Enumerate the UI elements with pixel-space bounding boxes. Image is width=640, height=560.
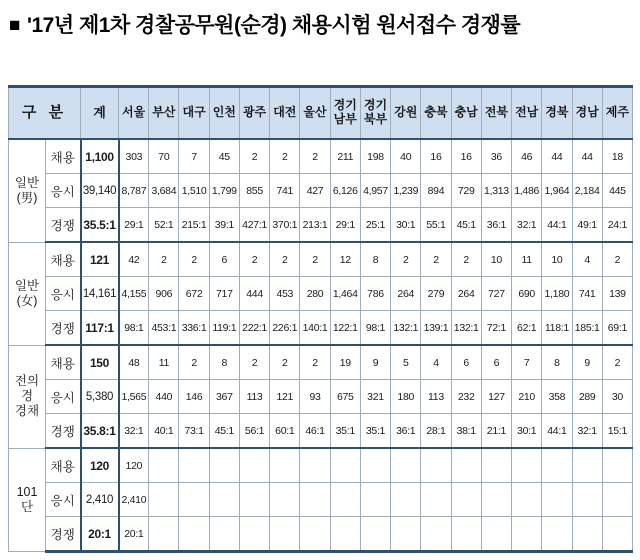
table-cell: 25:1	[360, 208, 390, 243]
table-cell: 139:1	[421, 311, 451, 346]
table-cell: 9	[572, 345, 602, 380]
table-cell	[300, 517, 330, 552]
table-cell: 36:1	[391, 414, 421, 449]
table-cell	[512, 448, 542, 483]
row-group-label: 전의경 경채	[9, 345, 46, 448]
table-cell: 906	[149, 277, 179, 311]
table-cell	[209, 517, 239, 552]
row-type-label: 경쟁	[46, 414, 81, 449]
column-header-region: 울산	[300, 87, 330, 140]
column-header-region: 대전	[270, 87, 300, 140]
table-cell: 1,565	[119, 380, 149, 414]
row-type-label: 채용	[46, 448, 81, 483]
table-cell: 16	[451, 139, 481, 174]
table-cell: 18	[602, 139, 632, 174]
total-cell: 121	[81, 242, 119, 277]
table-cell: 321	[360, 380, 390, 414]
row-type-label: 응시	[46, 380, 81, 414]
table-cell: 15:1	[602, 414, 632, 449]
table-cell: 40:1	[149, 414, 179, 449]
table-cell: 55:1	[421, 208, 451, 243]
table-cell: 32:1	[119, 414, 149, 449]
table-cell: 2	[179, 345, 209, 380]
column-header-region: 충남	[451, 87, 481, 140]
table-cell: 4,957	[360, 174, 390, 208]
square-bullet-icon: ■	[9, 15, 20, 36]
table-cell	[481, 517, 511, 552]
table-cell	[270, 517, 300, 552]
table-cell: 40	[391, 139, 421, 174]
table-cell	[330, 448, 360, 483]
table-cell: 232	[451, 380, 481, 414]
table-cell: 36:1	[481, 208, 511, 243]
table-cell: 717	[209, 277, 239, 311]
row-type-label: 채용	[46, 345, 81, 380]
table-cell: 16	[421, 139, 451, 174]
table-cell: 139	[602, 277, 632, 311]
row-group-label: 일반 (男)	[9, 139, 46, 242]
table-cell	[451, 517, 481, 552]
table-cell: 45:1	[209, 414, 239, 449]
table-cell: 2	[239, 345, 269, 380]
table-cell: 46	[512, 139, 542, 174]
table-cell: 9	[360, 345, 390, 380]
total-cell: 20:1	[81, 517, 119, 552]
table-cell: 19	[330, 345, 360, 380]
table-cell: 5	[391, 345, 421, 380]
table-cell: 56:1	[239, 414, 269, 449]
total-cell: 35.8:1	[81, 414, 119, 449]
table-cell	[179, 483, 209, 517]
table-cell: 70	[149, 139, 179, 174]
column-header-region: 인천	[209, 87, 239, 140]
table-cell	[572, 517, 602, 552]
table-cell: 72:1	[481, 311, 511, 346]
table-cell: 73:1	[179, 414, 209, 449]
table-cell: 120	[119, 448, 149, 483]
table-cell: 6,126	[330, 174, 360, 208]
table-cell: 122:1	[330, 311, 360, 346]
table-cell: 132:1	[391, 311, 421, 346]
table-cell: 2	[451, 242, 481, 277]
table-cell: 6	[209, 242, 239, 277]
table-cell: 2	[300, 345, 330, 380]
table-cell: 690	[512, 277, 542, 311]
table-cell: 264	[451, 277, 481, 311]
table-cell: 44	[542, 139, 572, 174]
table-cell: 2	[602, 345, 632, 380]
table-cell: 1,486	[512, 174, 542, 208]
table-cell: 60:1	[270, 414, 300, 449]
table-cell	[360, 483, 390, 517]
table-cell: 2	[300, 242, 330, 277]
table-cell: 42	[119, 242, 149, 277]
table-cell	[451, 448, 481, 483]
table-cell: 210	[512, 380, 542, 414]
table-cell: 35:1	[330, 414, 360, 449]
table-cell	[270, 448, 300, 483]
table-cell	[149, 448, 179, 483]
column-header-region: 전북	[481, 87, 511, 140]
table-cell: 729	[451, 174, 481, 208]
table-cell: 98:1	[119, 311, 149, 346]
table-cell	[270, 483, 300, 517]
column-header-region: 강원	[391, 87, 421, 140]
table-cell: 213:1	[300, 208, 330, 243]
table-cell	[391, 448, 421, 483]
table-cell	[149, 483, 179, 517]
table-cell: 303	[119, 139, 149, 174]
page-title	[9, 9, 637, 39]
table-cell	[391, 517, 421, 552]
table-cell: 279	[421, 277, 451, 311]
table-cell: 1,180	[542, 277, 572, 311]
table-cell: 12	[330, 242, 360, 277]
table-cell: 4	[572, 242, 602, 277]
table-cell: 2	[239, 139, 269, 174]
table-cell: 127	[481, 380, 511, 414]
table-cell: 45:1	[451, 208, 481, 243]
column-header-region: 서울	[119, 87, 149, 140]
table-cell: 180	[391, 380, 421, 414]
table-cell	[179, 448, 209, 483]
table-cell: 2	[391, 242, 421, 277]
column-header-region: 제주	[602, 87, 632, 140]
total-cell: 117:1	[81, 311, 119, 346]
column-header-region: 경남	[572, 87, 602, 140]
table-cell: 727	[481, 277, 511, 311]
table-cell: 440	[149, 380, 179, 414]
table-cell: 24:1	[602, 208, 632, 243]
table-cell: 11	[149, 345, 179, 380]
table-cell: 52:1	[149, 208, 179, 243]
table-cell	[391, 483, 421, 517]
table-cell: 32:1	[512, 208, 542, 243]
table-cell: 29:1	[330, 208, 360, 243]
table-cell: 32:1	[572, 414, 602, 449]
table-cell: 741	[572, 277, 602, 311]
table-cell: 11	[512, 242, 542, 277]
table-cell: 146	[179, 380, 209, 414]
table-cell	[209, 448, 239, 483]
table-cell: 113	[239, 380, 269, 414]
table-cell: 444	[239, 277, 269, 311]
table-cell	[239, 483, 269, 517]
table-cell: 198	[360, 139, 390, 174]
table-cell: 264	[391, 277, 421, 311]
table-cell	[330, 483, 360, 517]
table-cell	[239, 448, 269, 483]
table-cell: 8	[209, 345, 239, 380]
table-cell: 2	[149, 242, 179, 277]
table-cell: 4,155	[119, 277, 149, 311]
table-cell	[239, 517, 269, 552]
table-cell: 39:1	[209, 208, 239, 243]
table-cell: 211	[330, 139, 360, 174]
table-cell: 8,787	[119, 174, 149, 208]
table-cell: 1,510	[179, 174, 209, 208]
table-cell	[149, 517, 179, 552]
table-cell: 2	[239, 242, 269, 277]
table-cell: 367	[209, 380, 239, 414]
table-cell: 1,313	[481, 174, 511, 208]
row-type-label: 채용	[46, 242, 81, 277]
table-cell: 1,239	[391, 174, 421, 208]
table-cell	[481, 483, 511, 517]
table-cell: 35:1	[360, 414, 390, 449]
table-cell: 44:1	[542, 414, 572, 449]
table-cell: 226:1	[270, 311, 300, 346]
table-cell: 93	[300, 380, 330, 414]
table-cell	[602, 517, 632, 552]
table-cell: 1,464	[330, 277, 360, 311]
table-cell	[602, 483, 632, 517]
table-cell	[572, 483, 602, 517]
total-cell: 39,140	[81, 174, 119, 208]
table-cell: 62:1	[512, 311, 542, 346]
table-cell: 7	[179, 139, 209, 174]
table-cell: 140:1	[300, 311, 330, 346]
table-cell: 21:1	[481, 414, 511, 449]
total-cell: 5,380	[81, 380, 119, 414]
row-type-label: 응시	[46, 174, 81, 208]
row-group-label: 101 단	[9, 448, 46, 552]
table-cell	[360, 517, 390, 552]
table-cell	[542, 448, 572, 483]
table-cell: 2	[300, 139, 330, 174]
column-header-region: 경기 남부	[330, 87, 360, 140]
table-cell: 672	[179, 277, 209, 311]
row-type-label: 응시	[46, 483, 81, 517]
table-cell: 741	[270, 174, 300, 208]
table-cell	[602, 448, 632, 483]
table-cell: 6	[481, 345, 511, 380]
table-cell: 8	[542, 345, 572, 380]
column-header-region: 광주	[239, 87, 269, 140]
table-cell: 36	[481, 139, 511, 174]
table-cell	[421, 517, 451, 552]
table-cell: 8	[360, 242, 390, 277]
table-cell: 30	[602, 380, 632, 414]
table-cell: 222:1	[239, 311, 269, 346]
total-cell: 150	[81, 345, 119, 380]
table-cell: 44:1	[542, 208, 572, 243]
table-cell: 289	[572, 380, 602, 414]
total-cell: 120	[81, 448, 119, 483]
table-cell: 30:1	[391, 208, 421, 243]
table-cell: 45	[209, 139, 239, 174]
table-cell	[300, 448, 330, 483]
table-cell: 69:1	[602, 311, 632, 346]
table-cell: 132:1	[451, 311, 481, 346]
table-cell: 2	[270, 139, 300, 174]
table-cell: 427	[300, 174, 330, 208]
table-cell: 20:1	[119, 517, 149, 552]
row-type-label: 채용	[46, 139, 81, 174]
table-cell: 3,684	[149, 174, 179, 208]
table-cell	[421, 483, 451, 517]
column-header-region: 대구	[179, 87, 209, 140]
table-cell	[179, 517, 209, 552]
column-header-region: 충북	[421, 87, 451, 140]
column-header-region: 경기 북부	[360, 87, 390, 140]
table-cell: 1,964	[542, 174, 572, 208]
table-cell: 675	[330, 380, 360, 414]
table-cell: 2,184	[572, 174, 602, 208]
table-cell: 49:1	[572, 208, 602, 243]
table-cell: 2	[602, 242, 632, 277]
competition-table	[8, 85, 633, 553]
table-cell	[451, 483, 481, 517]
column-header-region: 부산	[149, 87, 179, 140]
table-container	[8, 85, 633, 553]
table-cell: 113	[421, 380, 451, 414]
table-cell: 98:1	[360, 311, 390, 346]
column-header-region: 경북	[542, 87, 572, 140]
table-cell	[360, 448, 390, 483]
table-cell: 2	[421, 242, 451, 277]
table-cell	[421, 448, 451, 483]
corner-header: 구 분	[9, 87, 81, 140]
table-cell: 48	[119, 345, 149, 380]
table-cell: 38:1	[451, 414, 481, 449]
table-cell: 46:1	[300, 414, 330, 449]
table-cell: 336:1	[179, 311, 209, 346]
table-cell: 10	[481, 242, 511, 277]
table-cell: 121	[270, 380, 300, 414]
table-cell: 2,410	[119, 483, 149, 517]
table-cell: 30:1	[512, 414, 542, 449]
table-cell: 118:1	[542, 311, 572, 346]
table-cell: 215:1	[179, 208, 209, 243]
row-type-label: 응시	[46, 277, 81, 311]
table-cell: 280	[300, 277, 330, 311]
table-cell: 786	[360, 277, 390, 311]
table-cell	[542, 483, 572, 517]
column-header-total: 계	[81, 87, 119, 140]
total-cell: 2,410	[81, 483, 119, 517]
table-cell: 44	[572, 139, 602, 174]
table-cell: 29:1	[119, 208, 149, 243]
table-cell	[512, 517, 542, 552]
row-type-label: 경쟁	[46, 517, 81, 552]
page-title-text: '17년 제1차 경찰공무원(순경) 채용시험 원서접수 경쟁률	[26, 14, 521, 37]
table-cell: 855	[239, 174, 269, 208]
table-cell: 119:1	[209, 311, 239, 346]
total-cell: 1,100	[81, 139, 119, 174]
table-cell: 427:1	[239, 208, 269, 243]
table-cell: 2	[179, 242, 209, 277]
table-cell: 185:1	[572, 311, 602, 346]
table-cell: 358	[542, 380, 572, 414]
row-group-label: 일반 (女)	[9, 242, 46, 345]
table-cell	[542, 517, 572, 552]
table-cell: 4	[421, 345, 451, 380]
table-cell: 445	[602, 174, 632, 208]
table-cell: 453:1	[149, 311, 179, 346]
table-cell: 894	[421, 174, 451, 208]
table-cell: 1,799	[209, 174, 239, 208]
table-cell: 453	[270, 277, 300, 311]
total-cell: 35.5:1	[81, 208, 119, 243]
table-cell: 10	[542, 242, 572, 277]
row-type-label: 경쟁	[46, 311, 81, 346]
table-cell: 28:1	[421, 414, 451, 449]
table-cell: 6	[451, 345, 481, 380]
table-cell	[330, 517, 360, 552]
table-cell: 2	[270, 242, 300, 277]
table-cell	[209, 483, 239, 517]
column-header-region: 전남	[512, 87, 542, 140]
table-cell: 370:1	[270, 208, 300, 243]
table-cell	[512, 483, 542, 517]
total-cell: 14,161	[81, 277, 119, 311]
table-cell	[300, 483, 330, 517]
table-cell	[572, 448, 602, 483]
row-type-label: 경쟁	[46, 208, 81, 243]
table-cell: 7	[512, 345, 542, 380]
table-cell: 2	[270, 345, 300, 380]
table-cell	[481, 448, 511, 483]
